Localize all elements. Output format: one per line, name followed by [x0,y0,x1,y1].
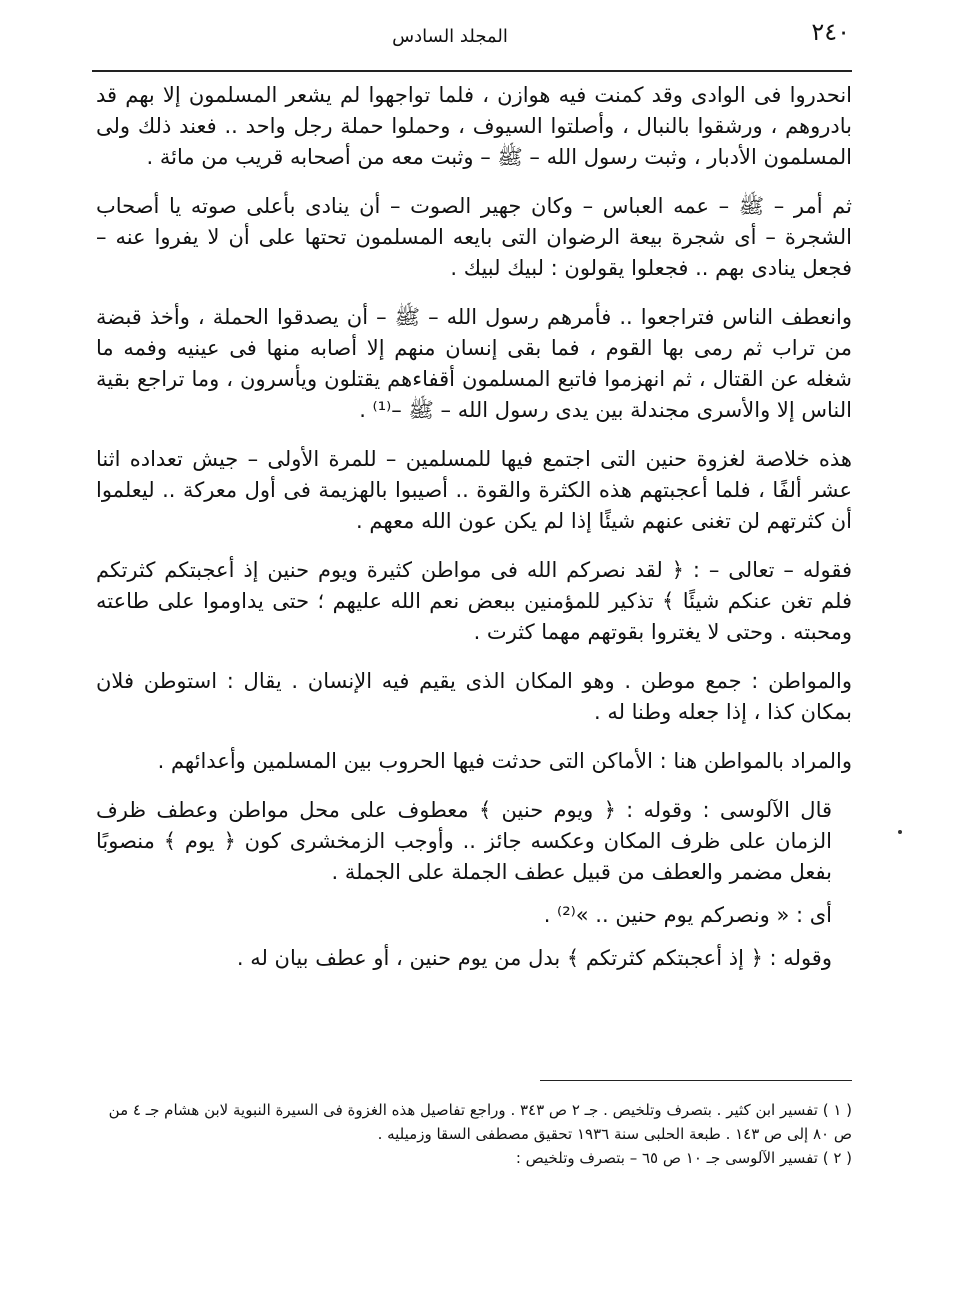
body-text [96,80,852,986]
footnotes [100,1098,852,1170]
paragraph-abbas-call: ثم أمر – ﷺ – عمه العباس – وكان جهير الصوت – أن ينادى بأعلى صوته يا أصحاب الشجرة – أى شجرة بيعة الرضوان التى بايعه المسلمون تحتها على أن لا يفروا عنه – فجعل ينادى بهم .. فجعلوا يقولون : لبيك لبيك . [96,194,852,280]
paragraph-badal: وقوله : ﴿ إذ أعجبتكم كثرتكم ﴾ بدل من يوم حنين ، أو عطف بيان له . [236,946,832,970]
paragraph-battle-descent: انحدروا فى الوادى وقد كمنت فيه هوازن ، فلما تواجهوا لم يشعر المسلمون إلا بهم قد بادروهم ، ورشقوا بالنبال ، وأصلتوا السيوف ، وحملوا حملة رجل واحد .. فعند ذلك ولى المسلمون الأدبار ، وثبت رسول الله – ﷺ – وثبت معه من أصحابه قريب من مائة . [96,83,852,169]
paragraph-verse-commentary: فقوله – تعالى – : ﴿ لقد نصركم الله فى مواطن كثيرة ويوم حنين إذ أعجبتكم كثرتكم فلم تغن عنكم شيئًا ﴾ تذكير للمؤمنين ببعض نعم الله عليهم ؛ حتى يداوموا على طاعته ومحبته . وحتى لا يغتروا بقوتهم مهما كثرت . [96,558,852,644]
page-number: ٢٤٠ [811,18,850,46]
paragraph-people-return: وانعطف الناس فتراجعوا .. فأمرهم رسول الله – ﷺ – أن يصدقوا الحملة ، وأخذ قبضة من تراب ثم رمى بها القوم ، فما بقى إنسان منهم إلا أصابه منها فى عينيه وفمه ما شغله عن القتال ، ثم انهزموا فاتبع المسلمون أقفاءهم يقتلون ويأسرون ، وما تراجع بقية الناس إلا والأسرى مجندلة بين يدى رسول الله – ﷺ –⁽¹⁾ . [96,305,852,422]
running-head: المجلد السادس [392,26,508,47]
paragraph-summary: هذه خلاصة لغزوة حنين التى اجتمع فيها للمسلمين – للمرة الأولى – جيش تعداده اثنا عشر ألفًا ، فلما أعجبتهم هذه الكثرة والقوة .. أصيبوا بالهزيمة فى أول معركة .. ليعلموا أن كثرتهم لن تغنى عنهم شيئًا إذا لم يكن عون الله معهم . [96,447,852,533]
footnote-2: ( ٢ ) تفسير الآلوسى جـ ١٠ ص ٦٥ – بتصرف وتلخيص : [515,1149,852,1167]
margin-mark [898,830,902,834]
paragraph-alusi-meaning: أى : « ونصركم يوم حنين .. »⁽²⁾ . [543,903,832,927]
paragraph-mawatin-definition: والمواطن : جمع موطن . وهو المكان الذى يقيم فيه الإنسان . يقال : استوطن فلان بمكان كذا ، إذا جعله وطنا له . [96,669,852,724]
paragraph-alusi-quote: قال الآلوسى : وقوله : ﴿ ويوم حنين ﴾ معطوف على محل مواطن وعطف ظرف الزمان على ظرف المكان وعكسه جائز .. وأوجب الزمخشرى كون ﴿ يوم ﴾ منصوبًا بفعل مضمر والعطف من قبيل عطف الجملة على الجملة . [96,798,832,884]
paragraph-mawatin-meaning: والمراد بالمواطن هنا : الأماكن التى حدثت فيها الحروب بين المسلمين وأعدائهم . [157,749,852,773]
footnote-divider [540,1080,852,1081]
header-divider [92,70,852,72]
footnote-1: ( ١ ) تفسير ابن كثير . بتصرف وتلخيص . جـ ٢ ص ٣٤٣ . وراجع تفاصيل هذه الغزوة فى السيرة النبوية لابن هشام جـ ٤ من ص ٨٠ إلى ص ١٤٣ . طبعة الحلبى سنة ١٩٣٦ تحقيق مصطفى السقا وزميليه . [108,1101,852,1143]
